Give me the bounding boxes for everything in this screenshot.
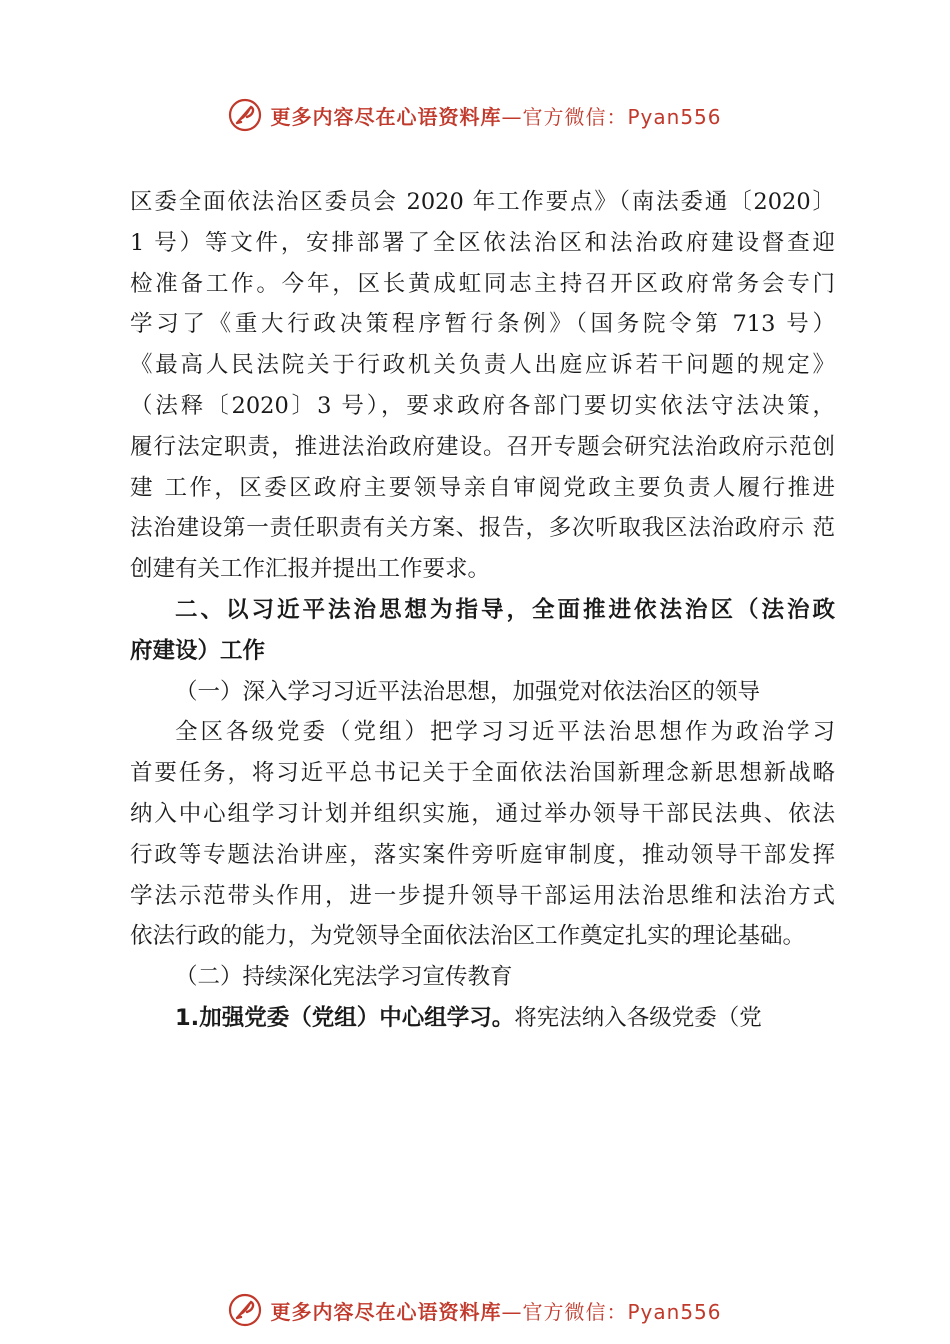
- text-line: 学习了《重大行政决策程序暂行条例》（国务院令第 713 号）: [130, 311, 835, 338]
- text-line: 履行法定职责，推进法治政府建设。召开专题会研究法治政府示范创: [130, 433, 835, 460]
- subsection-heading-1: （一）深入学习习近平法治思想，加强党对依法治区的领导: [175, 678, 761, 705]
- text-line: 纳入中心组学习计划并组织实施，通过举办领导干部民法典、依法: [130, 800, 835, 827]
- text-line: 区委全面依法治区委员会 2020 年工作要点》（南法委通〔2020〕: [130, 189, 835, 215]
- footer-banner: [0, 1290, 950, 1330]
- text-line: 检准备工作。今年，区长黄成虹同志主持召开区政府常务会专门: [130, 270, 835, 297]
- section-heading-2: 二、以习近平法治思想为指导，全面推进依法治区（法治政: [175, 596, 835, 623]
- text-line: 全区各级党委（党组）把学习习近平法治思想作为政治学习: [175, 719, 835, 746]
- text-line: 依法行政的能力，为党领导全面依法治区工作奠定扎实的理论基础。: [130, 923, 806, 950]
- banner-text: 更多内容尽在心语资料库—官方微信：Pyan556: [270, 1299, 722, 1324]
- banner-text: 更多内容尽在心语资料库—官方微信：Pyan556: [270, 104, 722, 129]
- text-line: 《最高人民法院关于行政机关负责人出庭应诉若干问题的规定》: [130, 352, 835, 379]
- text-line: （法释〔2020〕3 号），要求政府各部门要切实依法守法决策，: [130, 392, 835, 419]
- item-1-text: 将宪法纳入各级党委（党: [514, 1004, 762, 1031]
- text-line: 行政等专题法治讲座，落实案件旁听庭审制度，推动领导干部发挥: [130, 841, 835, 868]
- text-line: 建 工作，区委区政府主要领导亲自审阅党政主要负责人履行推进: [130, 474, 835, 501]
- section-heading-2-cont: 府建设）工作: [130, 637, 266, 664]
- quill-logo-icon: [228, 1293, 262, 1327]
- quill-logo-icon: [228, 98, 262, 132]
- header-banner: [0, 95, 950, 135]
- text-line: 创建有关工作汇报并提出工作要求。: [130, 556, 491, 583]
- document-body: [130, 182, 835, 1039]
- text-line: 法治建设第一责任职责有关方案、报告，多次听取我区法治政府示 范: [130, 515, 835, 542]
- text-line: 学法示范带头作用，进一步提升领导干部运用法治思维和法治方式: [130, 882, 835, 909]
- subsection-heading-2: （二）持续深化宪法学习宣传教育: [175, 964, 513, 991]
- text-line: 首要任务，将习近平总书记关于全面依法治国新理念新思想新战略: [130, 760, 835, 787]
- item-1-title: 1.加强党委（党组）中心组学习。: [175, 1004, 515, 1031]
- item-1: [130, 998, 835, 1039]
- text-line: 1 号）等文件，安排部署了全区依法治区和法治政府建设督查迎: [130, 229, 835, 256]
